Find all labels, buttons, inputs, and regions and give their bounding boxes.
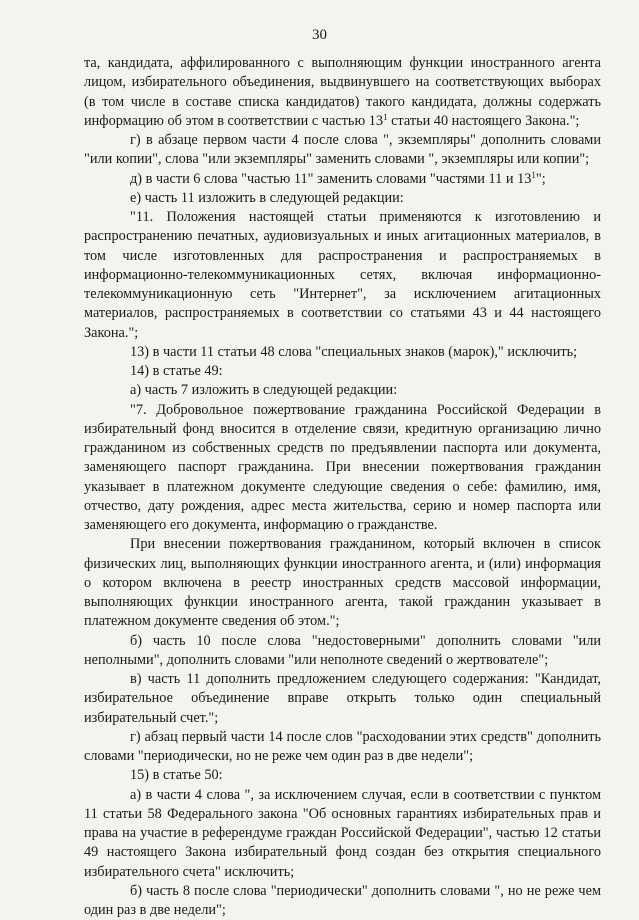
text-run: 13) в части 11 статьи 48 слова "специальных знаков (марок)," исключить;: [130, 343, 578, 360]
text-run: д) в части 6 слова "частью 11" заменить словами "частями 11 и 13: [130, 170, 532, 187]
document-body: [84, 54, 601, 920]
paragraph-p4: [84, 189, 601, 208]
superscript: 1: [383, 111, 388, 122]
text-run: а) в части 4 слова ", за исключением случая, если в соответствии с пунктом 11 статьи 58 Федерального закона "Об основных гарантиях избирательных прав и права на участие в референдуме граждан Российской Федерации", частью 12 статьи 49 настоящего Закона избирательный фонд создан без открытия специального избирательного счета" исключить;: [84, 786, 601, 880]
paragraph-p1: [84, 54, 601, 131]
text-run: 15) в статье 50:: [130, 767, 223, 784]
text-run: б) часть 10 после слова "недостоверными" дополнить словами "или неполными", дополнить словами "или неполноте сведений о жертвователе";: [84, 632, 601, 668]
text-run: ";: [535, 170, 546, 187]
paragraph-p14: [84, 766, 601, 785]
superscript: 1: [531, 169, 536, 180]
text-run: б) часть 8 после слова "периодически" дополнить словами ", но не реже чем один раз в две недели";: [84, 882, 601, 918]
paragraph-p2: [84, 131, 601, 170]
paragraph-p11: [84, 632, 601, 671]
paragraph-p16: [84, 882, 601, 920]
text-run: статьи 40 настоящего Закона.";: [387, 112, 580, 129]
text-run: При внесении пожертвования гражданином, который включен в список физических лиц, выполняющих функции иностранного агента, и (или) информация о котором включена в реестр иностранных средств массовой информации, выполняющих функции иностранного агента, такой гражданин указывает в платежном документе сведения об этом.";: [84, 536, 601, 630]
paragraph-p13: [84, 728, 601, 767]
paragraph-p6: [84, 343, 601, 362]
text-run: а) часть 7 изложить в следующей редакции:: [130, 382, 398, 399]
text-run: г) абзац первый части 14 после слов "расходовании этих средств" дополнить словами "периодически, но не реже чем один раз в две недели";: [84, 728, 601, 764]
paragraph-p15: [84, 786, 601, 882]
paragraph-p7: [84, 362, 601, 381]
paragraph-p9: [84, 401, 601, 536]
paragraph-p3: [84, 170, 601, 189]
paragraph-p5: [84, 208, 601, 343]
text-run: в) часть 11 дополнить предложением следующего содержания: "Кандидат, избирательное объединение вправе открыть только один специальный избирательный счет.";: [84, 671, 601, 726]
text-run: е) часть 11 изложить в следующей редакции:: [130, 189, 404, 206]
text-run: г) в абзаце первом части 4 после слова ", экземпляры" дополнить словами "или копии", слова "или экземпляры" заменить словами ", экземпляры или копии";: [84, 132, 601, 168]
text-run: та, кандидата, аффилированного с выполняющим функции иностранного агента лицом, избирательного объединения, выдвинувшего на соответствующих выборах (в том числе в составе списка кандидатов) такого кандидата, должны содержать информацию об этом в соответствии с частью 13: [84, 55, 601, 129]
paragraph-p12: [84, 670, 601, 728]
page-number: 30: [312, 27, 327, 43]
text-run: "7. Добровольное пожертвование гражданина Российской Федерации в избирательный фонд вносится в отделение связи, кредитную организацию лично гражданином из собственных средств по предъявлении паспорта или документа, заменяющего паспорт гражданина. При внесении пожертвования гражданин указывает в платежном документе следующие сведения о себе: фамилию, имя, отчество, дату рождения, адрес места жительства, серию и номер паспорта или заменяющего его документа, информацию о гражданстве.: [84, 401, 601, 533]
text-run: "11. Положения настоящей статьи применяются к изготовлению и распространению печатных, аудиовизуальных и иных агитационных материалов, в том числе изготовленных для распространения и распространяемых в информационно-телекоммуникационных сетях, включая информационно-телекоммуникационную сеть "Интернет", за исключением агитационных материалов, распространяемых в соответствии со статьями 43 и 44 настоящего Закона.";: [84, 209, 601, 341]
paragraph-p10: [84, 535, 601, 631]
paragraph-p8: [84, 381, 601, 400]
text-run: 14) в статье 49:: [130, 363, 223, 379]
